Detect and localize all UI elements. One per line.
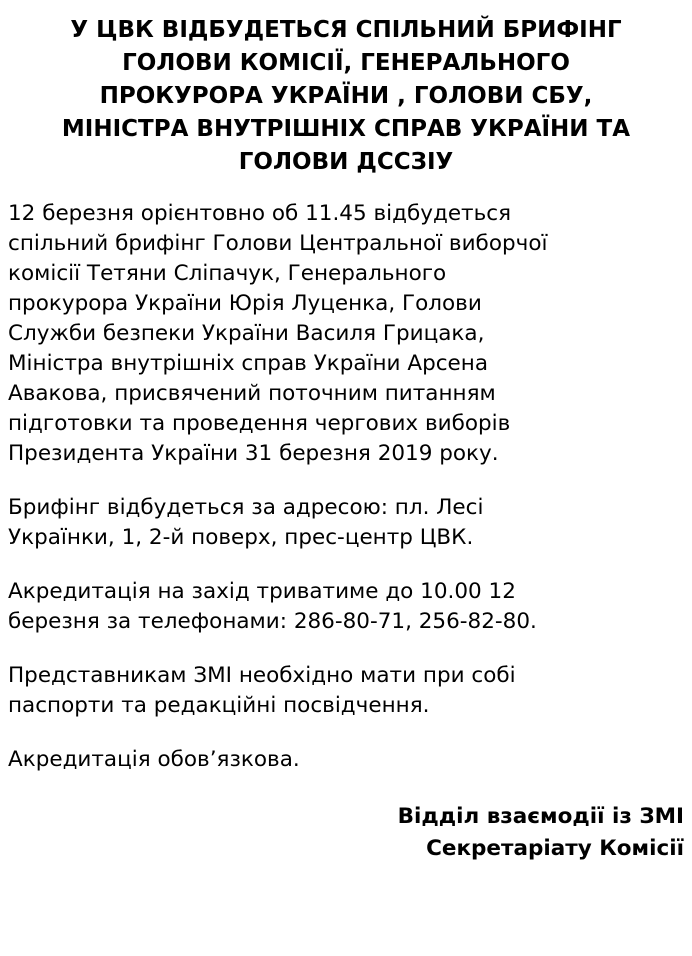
text-line: спільний брифінг Голови Центральної виборчої — [8, 231, 548, 256]
headline-line: ГОЛОВИ ДССЗІУ — [238, 149, 454, 175]
signature-block — [8, 801, 684, 865]
text-line: Авакова, присвячений поточним питанням — [8, 381, 496, 406]
text-line: Служби безпеки України Василя Грицака, — [8, 321, 485, 346]
text-line: Брифінг відбудеться за адресою: пл. Лесі — [8, 495, 484, 520]
headline-line: МІНІСТРА ВНУТРІШНІХ СПРАВ УКРАЇНИ ТА — [61, 116, 631, 142]
signature-line: Відділ взаємодії із ЗМІ — [397, 804, 684, 829]
text-line: Президента України 31 березня 2019 року. — [8, 441, 499, 466]
paragraph-accreditation-phones — [8, 577, 684, 637]
text-line: Акредитація на захід триватиме до 10.00 12 — [8, 579, 516, 604]
headline-line: У ЦВК ВІДБУДЕТЬСЯ СПІЛЬНИЙ БРИФІНГ — [70, 17, 622, 43]
text-line: Представникам ЗМІ необхідно мати при собі — [8, 663, 516, 688]
text-line: прокурора України Юрія Луценка, Голови — [8, 291, 482, 316]
text-line: Міністра внутрішніх справ України Арсена — [8, 351, 489, 376]
text-line: паспорти та редакційні посвідчення. — [8, 693, 430, 718]
paragraph-briefing-announcement — [8, 199, 684, 469]
headline — [8, 14, 684, 179]
paragraph-documents — [8, 661, 684, 721]
text-line: підготовки та проведення чергових виборів — [8, 411, 511, 436]
text-line: 12 березня орієнтовно об 11.45 відбудеться — [8, 201, 512, 226]
text-line: Українки, 1, 2-й поверх, прес-центр ЦВК. — [8, 525, 474, 550]
headline-line: ГОЛОВИ КОМІСІЇ, ГЕНЕРАЛЬНОГО — [122, 50, 570, 76]
text-line: комісії Тетяни Сліпачук, Генерального — [8, 261, 447, 286]
headline-line: ПРОКУРОРА УКРАЇНИ , ГОЛОВИ СБУ, — [99, 83, 593, 109]
paragraph-accreditation-required — [8, 745, 684, 775]
signature-line: Секретаріату Комісії — [426, 836, 684, 861]
text-line: березня за телефонами: 286-80-71, 256-82-80. — [8, 609, 537, 634]
text-line: Акредитація обов’язкова. — [8, 747, 300, 772]
paragraph-address — [8, 493, 684, 553]
